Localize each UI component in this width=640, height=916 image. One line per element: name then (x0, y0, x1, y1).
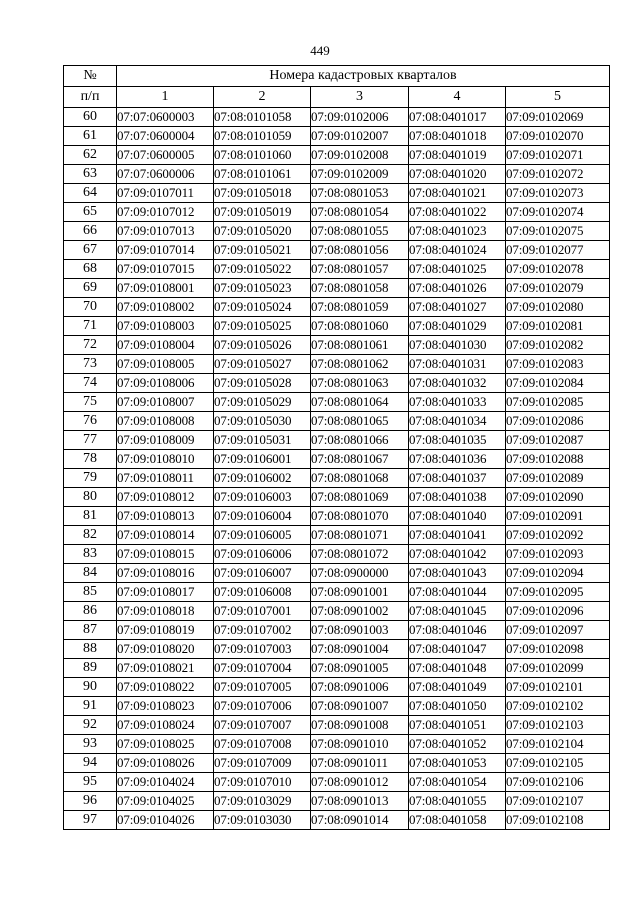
table-row (64, 431, 610, 450)
table-row (64, 146, 610, 165)
table-row (64, 127, 610, 146)
cadastral-number-cell: 07:09:0108021 (117, 659, 214, 678)
cadastral-number-cell: 07:08:0401020 (409, 165, 506, 184)
cadastral-number-cell: 07:09:0108005 (117, 355, 214, 374)
table-row (64, 241, 610, 260)
cadastral-number-cell: 07:08:0401048 (409, 659, 506, 678)
cadastral-number-cell: 07:09:0102087 (506, 431, 610, 450)
cadastral-number-cell: 07:08:0901002 (311, 602, 409, 621)
cadastral-number-cell: 07:08:0901004 (311, 640, 409, 659)
cadastral-number-cell: 07:08:0401029 (409, 317, 506, 336)
table-row (64, 602, 610, 621)
cadastral-number-cell: 07:09:0102089 (506, 469, 610, 488)
row-number: 93 (64, 735, 117, 754)
table-row (64, 545, 610, 564)
cadastral-number-cell: 07:08:0801053 (311, 184, 409, 203)
row-number: 75 (64, 393, 117, 412)
cadastral-number-cell: 07:08:0801055 (311, 222, 409, 241)
cadastral-number-cell: 07:09:0102083 (506, 355, 610, 374)
cadastral-number-cell: 07:09:0105029 (214, 393, 311, 412)
cadastral-number-cell: 07:08:0801064 (311, 393, 409, 412)
table-row (64, 621, 610, 640)
cadastral-number-cell: 07:07:0600006 (117, 165, 214, 184)
cadastral-number-cell: 07:08:0801066 (311, 431, 409, 450)
cadastral-number-cell: 07:09:0107004 (214, 659, 311, 678)
cadastral-number-cell: 07:09:0107003 (214, 640, 311, 659)
cadastral-number-cell: 07:08:0901001 (311, 583, 409, 602)
row-number: 83 (64, 545, 117, 564)
cadastral-quarters-table (63, 65, 610, 830)
cadastral-number-cell: 07:09:0108019 (117, 621, 214, 640)
cadastral-number-cell: 07:09:0102073 (506, 184, 610, 203)
cadastral-number-cell: 07:09:0106006 (214, 545, 311, 564)
table-row (64, 659, 610, 678)
cadastral-number-cell: 07:09:0107010 (214, 773, 311, 792)
table-row (64, 203, 610, 222)
row-number: 65 (64, 203, 117, 222)
cadastral-number-cell: 07:08:0401023 (409, 222, 506, 241)
table-row (64, 108, 610, 127)
cadastral-number-cell: 07:08:0401058 (409, 811, 506, 830)
cadastral-number-cell: 07:08:0101061 (214, 165, 311, 184)
cadastral-number-cell: 07:08:0401026 (409, 279, 506, 298)
cadastral-number-cell: 07:08:0801057 (311, 260, 409, 279)
cadastral-number-cell: 07:08:0901010 (311, 735, 409, 754)
cadastral-number-cell: 07:08:0401036 (409, 450, 506, 469)
table-row (64, 355, 610, 374)
row-number: 72 (64, 336, 117, 355)
row-number: 95 (64, 773, 117, 792)
table-row (64, 583, 610, 602)
cadastral-number-cell: 07:09:0106002 (214, 469, 311, 488)
cadastral-number-cell: 07:08:0401046 (409, 621, 506, 640)
row-number: 81 (64, 507, 117, 526)
header-number-abbr: п/п (64, 87, 117, 108)
row-number: 89 (64, 659, 117, 678)
cadastral-number-cell: 07:09:0108023 (117, 697, 214, 716)
cadastral-number-cell: 07:09:0102081 (506, 317, 610, 336)
cadastral-number-cell: 07:09:0102088 (506, 450, 610, 469)
cadastral-number-cell: 07:09:0105020 (214, 222, 311, 241)
cadastral-number-cell: 07:08:0401040 (409, 507, 506, 526)
cadastral-number-cell: 07:09:0102006 (311, 108, 409, 127)
row-number: 80 (64, 488, 117, 507)
cadastral-number-cell: 07:09:0107002 (214, 621, 311, 640)
row-number: 74 (64, 374, 117, 393)
cadastral-number-cell: 07:09:0102095 (506, 583, 610, 602)
cadastral-number-cell: 07:09:0108016 (117, 564, 214, 583)
cadastral-number-cell: 07:07:0600004 (117, 127, 214, 146)
cadastral-number-cell: 07:08:0901006 (311, 678, 409, 697)
cadastral-number-cell: 07:09:0102098 (506, 640, 610, 659)
cadastral-number-cell: 07:08:0801069 (311, 488, 409, 507)
row-number: 73 (64, 355, 117, 374)
cadastral-number-cell: 07:09:0102099 (506, 659, 610, 678)
row-number: 97 (64, 811, 117, 830)
cadastral-number-cell: 07:08:0401051 (409, 716, 506, 735)
cadastral-number-cell: 07:09:0102105 (506, 754, 610, 773)
cadastral-number-cell: 07:09:0108006 (117, 374, 214, 393)
row-number: 94 (64, 754, 117, 773)
cadastral-number-cell: 07:09:0108007 (117, 393, 214, 412)
cadastral-number-cell: 07:09:0104024 (117, 773, 214, 792)
cadastral-number-cell: 07:09:0108015 (117, 545, 214, 564)
cadastral-number-cell: 07:08:0101060 (214, 146, 311, 165)
cadastral-number-cell: 07:09:0105031 (214, 431, 311, 450)
cadastral-number-cell: 07:08:0801062 (311, 355, 409, 374)
cadastral-number-cell: 07:09:0103030 (214, 811, 311, 830)
cadastral-number-cell: 07:08:0401031 (409, 355, 506, 374)
row-number: 78 (64, 450, 117, 469)
cadastral-number-cell: 07:08:0401024 (409, 241, 506, 260)
cadastral-number-cell: 07:09:0102086 (506, 412, 610, 431)
cadastral-number-cell: 07:08:0901012 (311, 773, 409, 792)
cadastral-number-cell: 07:09:0106004 (214, 507, 311, 526)
header-column-3: 3 (311, 87, 409, 108)
cadastral-number-cell: 07:09:0102093 (506, 545, 610, 564)
cadastral-number-cell: 07:09:0102108 (506, 811, 610, 830)
cadastral-number-cell: 07:09:0102070 (506, 127, 610, 146)
cadastral-number-cell: 07:08:0901013 (311, 792, 409, 811)
cadastral-number-cell: 07:09:0105024 (214, 298, 311, 317)
cadastral-number-cell: 07:08:0401033 (409, 393, 506, 412)
row-number: 87 (64, 621, 117, 640)
row-number: 79 (64, 469, 117, 488)
cadastral-number-cell: 07:08:0101058 (214, 108, 311, 127)
cadastral-number-cell: 07:08:0101059 (214, 127, 311, 146)
cadastral-number-cell: 07:08:0401049 (409, 678, 506, 697)
row-number: 70 (64, 298, 117, 317)
row-number: 96 (64, 792, 117, 811)
cadastral-number-cell: 07:08:0900000 (311, 564, 409, 583)
row-number: 88 (64, 640, 117, 659)
cadastral-number-cell: 07:09:0102007 (311, 127, 409, 146)
cadastral-number-cell: 07:09:0107014 (117, 241, 214, 260)
cadastral-number-cell: 07:08:0401037 (409, 469, 506, 488)
cadastral-number-cell: 07:08:0801058 (311, 279, 409, 298)
cadastral-number-cell: 07:09:0104026 (117, 811, 214, 830)
cadastral-number-cell: 07:09:0105026 (214, 336, 311, 355)
cadastral-number-cell: 07:09:0105027 (214, 355, 311, 374)
cadastral-number-cell: 07:09:0108018 (117, 602, 214, 621)
cadastral-number-cell: 07:09:0106005 (214, 526, 311, 545)
cadastral-number-cell: 07:09:0107008 (214, 735, 311, 754)
cadastral-number-cell: 07:08:0801067 (311, 450, 409, 469)
cadastral-number-cell: 07:08:0901005 (311, 659, 409, 678)
cadastral-number-cell: 07:09:0102078 (506, 260, 610, 279)
header-column-2: 2 (214, 87, 311, 108)
cadastral-number-cell: 07:07:0600005 (117, 146, 214, 165)
cadastral-number-cell: 07:09:0108012 (117, 488, 214, 507)
row-number: 82 (64, 526, 117, 545)
row-number: 77 (64, 431, 117, 450)
cadastral-number-cell: 07:08:0801061 (311, 336, 409, 355)
row-number: 69 (64, 279, 117, 298)
cadastral-number-cell: 07:08:0401042 (409, 545, 506, 564)
header-column-4: 4 (409, 87, 506, 108)
cadastral-number-cell: 07:09:0108004 (117, 336, 214, 355)
table-row (64, 412, 610, 431)
cadastral-number-cell: 07:07:0600003 (117, 108, 214, 127)
cadastral-number-cell: 07:08:0801070 (311, 507, 409, 526)
table-row (64, 507, 610, 526)
cadastral-number-cell: 07:08:0401045 (409, 602, 506, 621)
cadastral-number-cell: 07:09:0105021 (214, 241, 311, 260)
table-row (64, 792, 610, 811)
cadastral-number-cell: 07:08:0401017 (409, 108, 506, 127)
cadastral-number-cell: 07:09:0102072 (506, 165, 610, 184)
cadastral-number-cell: 07:08:0401047 (409, 640, 506, 659)
cadastral-number-cell: 07:09:0106001 (214, 450, 311, 469)
cadastral-number-cell: 07:09:0108002 (117, 298, 214, 317)
cadastral-number-cell: 07:08:0401043 (409, 564, 506, 583)
cadastral-number-cell: 07:08:0401041 (409, 526, 506, 545)
table-row (64, 716, 610, 735)
cadastral-number-cell: 07:08:0801068 (311, 469, 409, 488)
table-row (64, 260, 610, 279)
cadastral-number-cell: 07:09:0102091 (506, 507, 610, 526)
table-row (64, 317, 610, 336)
cadastral-number-cell: 07:09:0102080 (506, 298, 610, 317)
cadastral-number-cell: 07:09:0102069 (506, 108, 610, 127)
cadastral-number-cell: 07:09:0105022 (214, 260, 311, 279)
table-row (64, 469, 610, 488)
row-number: 62 (64, 146, 117, 165)
cadastral-number-cell: 07:08:0401021 (409, 184, 506, 203)
table-row (64, 488, 610, 507)
cadastral-number-cell: 07:09:0108010 (117, 450, 214, 469)
cadastral-number-cell: 07:08:0401032 (409, 374, 506, 393)
cadastral-number-cell: 07:09:0108013 (117, 507, 214, 526)
cadastral-number-cell: 07:09:0107001 (214, 602, 311, 621)
cadastral-number-cell: 07:09:0102104 (506, 735, 610, 754)
cadastral-number-cell: 07:09:0102101 (506, 678, 610, 697)
cadastral-number-cell: 07:09:0102084 (506, 374, 610, 393)
table-row (64, 526, 610, 545)
cadastral-number-cell: 07:09:0108003 (117, 317, 214, 336)
cadastral-number-cell: 07:09:0102092 (506, 526, 610, 545)
cadastral-number-cell: 07:08:0401053 (409, 754, 506, 773)
row-number: 71 (64, 317, 117, 336)
table-row (64, 811, 610, 830)
cadastral-number-cell: 07:08:0801065 (311, 412, 409, 431)
header-title: Номера кадастровых кварталов (117, 66, 610, 87)
cadastral-number-cell: 07:09:0107005 (214, 678, 311, 697)
cadastral-number-cell: 07:08:0801059 (311, 298, 409, 317)
cadastral-number-cell: 07:08:0901011 (311, 754, 409, 773)
row-number: 86 (64, 602, 117, 621)
cadastral-number-cell: 07:08:0401019 (409, 146, 506, 165)
cadastral-number-cell: 07:08:0901003 (311, 621, 409, 640)
row-number: 91 (64, 697, 117, 716)
cadastral-number-cell: 07:09:0108001 (117, 279, 214, 298)
row-number: 92 (64, 716, 117, 735)
cadastral-number-cell: 07:09:0102008 (311, 146, 409, 165)
cadastral-number-cell: 07:09:0102090 (506, 488, 610, 507)
cadastral-number-cell: 07:08:0401018 (409, 127, 506, 146)
row-number: 85 (64, 583, 117, 602)
cadastral-number-cell: 07:08:0801072 (311, 545, 409, 564)
cadastral-number-cell: 07:09:0107015 (117, 260, 214, 279)
table-row (64, 697, 610, 716)
cadastral-number-cell: 07:09:0104025 (117, 792, 214, 811)
row-number: 67 (64, 241, 117, 260)
table-row (64, 735, 610, 754)
cadastral-number-cell: 07:09:0105018 (214, 184, 311, 203)
cadastral-number-cell: 07:09:0105030 (214, 412, 311, 431)
cadastral-number-cell: 07:09:0102107 (506, 792, 610, 811)
cadastral-number-cell: 07:09:0102009 (311, 165, 409, 184)
cadastral-number-cell: 07:09:0102071 (506, 146, 610, 165)
table-row (64, 184, 610, 203)
cadastral-number-cell: 07:09:0102082 (506, 336, 610, 355)
cadastral-number-cell: 07:09:0102074 (506, 203, 610, 222)
cadastral-number-cell: 07:08:0401052 (409, 735, 506, 754)
cadastral-number-cell: 07:09:0108014 (117, 526, 214, 545)
cadastral-number-cell: 07:08:0401030 (409, 336, 506, 355)
cadastral-number-cell: 07:08:0401035 (409, 431, 506, 450)
cadastral-number-cell: 07:08:0401025 (409, 260, 506, 279)
cadastral-number-cell: 07:08:0401034 (409, 412, 506, 431)
row-number: 64 (64, 184, 117, 203)
cadastral-number-cell: 07:09:0102094 (506, 564, 610, 583)
cadastral-number-cell: 07:08:0401054 (409, 773, 506, 792)
table-row (64, 773, 610, 792)
cadastral-number-cell: 07:09:0102096 (506, 602, 610, 621)
cadastral-number-cell: 07:09:0102097 (506, 621, 610, 640)
cadastral-number-cell: 07:09:0102103 (506, 716, 610, 735)
table-row (64, 678, 610, 697)
header-column-5: 5 (506, 87, 610, 108)
cadastral-number-cell: 07:09:0108017 (117, 583, 214, 602)
cadastral-number-cell: 07:08:0401038 (409, 488, 506, 507)
header-number-symbol: № (64, 66, 117, 87)
row-number: 66 (64, 222, 117, 241)
page-number: 449 (310, 43, 330, 58)
cadastral-number-cell: 07:09:0108011 (117, 469, 214, 488)
cadastral-number-cell: 07:09:0108022 (117, 678, 214, 697)
cadastral-number-cell: 07:08:0901007 (311, 697, 409, 716)
row-number: 63 (64, 165, 117, 184)
cadastral-number-cell: 07:09:0107012 (117, 203, 214, 222)
table-row (64, 222, 610, 241)
cadastral-number-cell: 07:09:0102077 (506, 241, 610, 260)
cadastral-number-cell: 07:09:0106003 (214, 488, 311, 507)
cadastral-number-cell: 07:08:0901008 (311, 716, 409, 735)
row-number: 84 (64, 564, 117, 583)
cadastral-number-cell: 07:08:0401055 (409, 792, 506, 811)
row-number: 90 (64, 678, 117, 697)
cadastral-number-cell: 07:08:0801054 (311, 203, 409, 222)
cadastral-number-cell: 07:09:0102085 (506, 393, 610, 412)
table-row (64, 374, 610, 393)
cadastral-number-cell: 07:09:0102079 (506, 279, 610, 298)
cadastral-number-cell: 07:09:0105028 (214, 374, 311, 393)
cadastral-number-cell: 07:09:0102075 (506, 222, 610, 241)
cadastral-number-cell: 07:09:0105019 (214, 203, 311, 222)
table-row (64, 298, 610, 317)
row-number: 76 (64, 412, 117, 431)
table-row (64, 336, 610, 355)
cadastral-number-cell: 07:09:0105023 (214, 279, 311, 298)
cadastral-number-cell: 07:08:0801071 (311, 526, 409, 545)
cadastral-number-cell: 07:09:0108025 (117, 735, 214, 754)
cadastral-number-cell: 07:09:0106007 (214, 564, 311, 583)
row-number: 60 (64, 108, 117, 127)
cadastral-number-cell: 07:09:0105025 (214, 317, 311, 336)
cadastral-number-cell: 07:08:0401044 (409, 583, 506, 602)
cadastral-number-cell: 07:08:0401022 (409, 203, 506, 222)
table-row (64, 450, 610, 469)
table-row (64, 279, 610, 298)
cadastral-number-cell: 07:09:0103029 (214, 792, 311, 811)
cadastral-number-cell: 07:09:0108020 (117, 640, 214, 659)
table-row (64, 393, 610, 412)
cadastral-number-cell: 07:09:0108009 (117, 431, 214, 450)
cadastral-number-cell: 07:09:0107009 (214, 754, 311, 773)
table-row (64, 564, 610, 583)
table-body (64, 108, 610, 830)
cadastral-number-cell: 07:09:0108024 (117, 716, 214, 735)
cadastral-number-cell: 07:09:0107011 (117, 184, 214, 203)
cadastral-number-cell: 07:09:0102106 (506, 773, 610, 792)
cadastral-number-cell: 07:09:0107007 (214, 716, 311, 735)
row-number: 68 (64, 260, 117, 279)
cadastral-number-cell: 07:08:0801056 (311, 241, 409, 260)
cadastral-number-cell: 07:08:0401050 (409, 697, 506, 716)
table-row (64, 640, 610, 659)
cadastral-number-cell: 07:08:0401027 (409, 298, 506, 317)
cadastral-number-cell: 07:09:0108026 (117, 754, 214, 773)
cadastral-number-cell: 07:09:0108008 (117, 412, 214, 431)
table-row (64, 754, 610, 773)
cadastral-number-cell: 07:09:0102102 (506, 697, 610, 716)
header-column-1: 1 (117, 87, 214, 108)
cadastral-number-cell: 07:08:0901014 (311, 811, 409, 830)
cadastral-number-cell: 07:09:0106008 (214, 583, 311, 602)
cadastral-number-cell: 07:08:0801063 (311, 374, 409, 393)
cadastral-number-cell: 07:08:0801060 (311, 317, 409, 336)
row-number: 61 (64, 127, 117, 146)
table-row (64, 165, 610, 184)
cadastral-number-cell: 07:09:0107013 (117, 222, 214, 241)
cadastral-number-cell: 07:09:0107006 (214, 697, 311, 716)
